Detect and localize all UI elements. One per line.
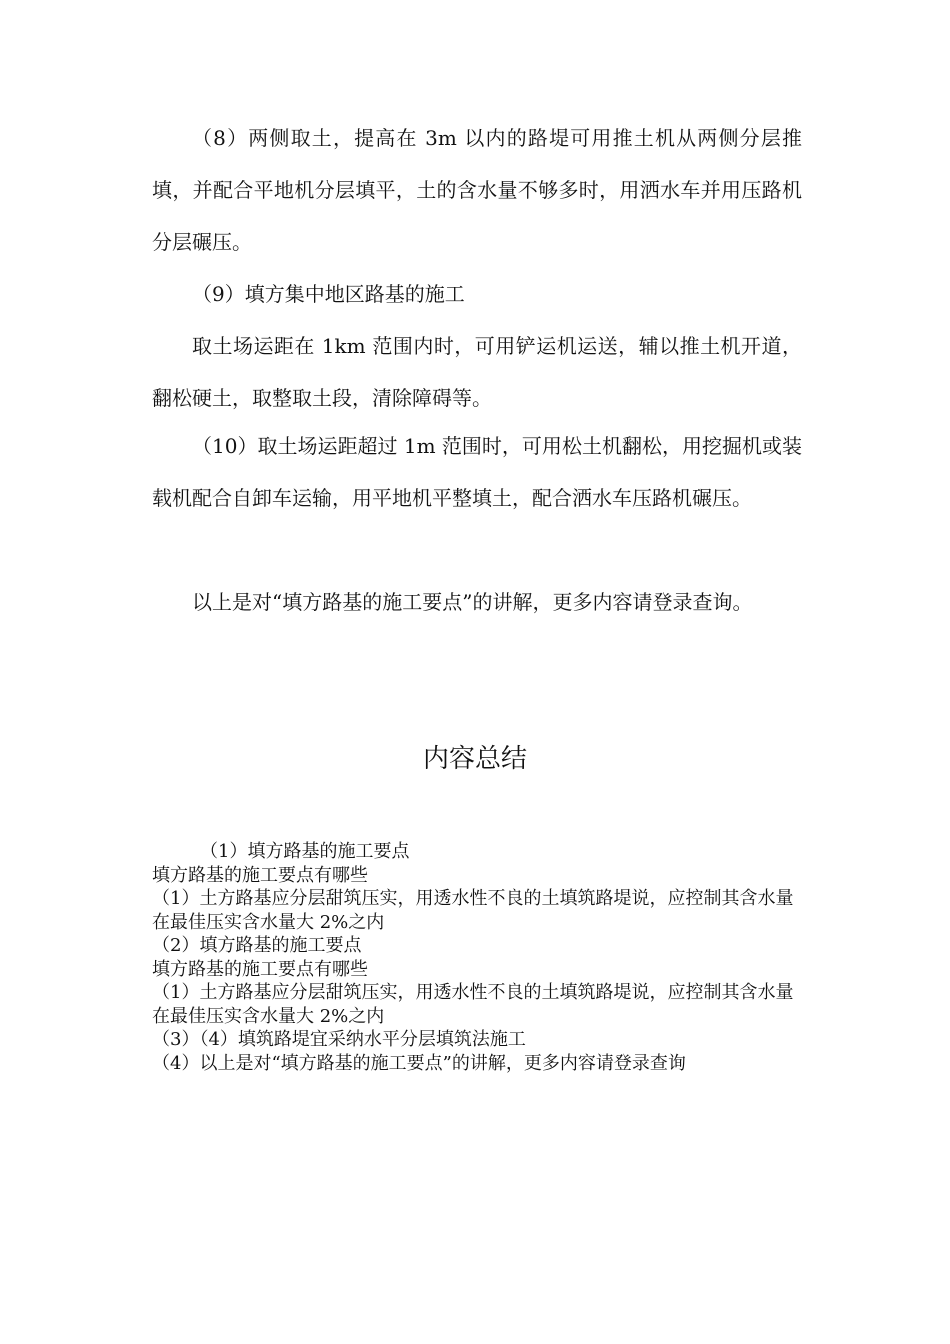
summary-line: 填方路基的施工要点有哪些 xyxy=(152,958,368,980)
paragraph-9: （9）填方集中地区路基的施工 xyxy=(192,282,465,306)
summary-line: （4）以上是对“填方路基的施工要点”的讲解，更多内容请登录查询 xyxy=(152,1052,686,1074)
summary-line: （2）填方路基的施工要点 xyxy=(152,935,362,956)
paragraph-borrow-pit-near: 取土场运距在 1km 范围内时，可用铲运机运送，辅以推土机开道，翻松硬土，取整取土段，清除障碍等。 xyxy=(152,334,802,410)
summary-list xyxy=(152,840,802,1075)
paragraph-closing: 以上是对“填方路基的施工要点”的讲解，更多内容请登录查询。 xyxy=(192,590,753,614)
summary-line: （3）（4）填筑路堤宜采纳水平分层填筑法施工 xyxy=(152,1029,526,1050)
summary-heading: 内容总结 xyxy=(422,744,527,774)
summary-line: 填方路基的施工要点有哪些 xyxy=(152,864,368,886)
summary-line: （1）土方路基应分层甜筑压实，用透水性不良的土填筑路堤说，应控制其含水量在最佳压实含水量大 2%之内 xyxy=(152,982,794,1027)
summary-line: （1）土方路基应分层甜筑压实，用透水性不良的土填筑路堤说，应控制其含水量在最佳压实含水量大 2%之内 xyxy=(152,888,794,933)
paragraph-10: （10）取土场运距超过 1m 范围时，可用松土机翻松，用挖掘机或装载机配合自卸车运输，用平地机平整填土，配合洒水车压路机碾压。 xyxy=(152,434,802,510)
summary-line: （1）填方路基的施工要点 xyxy=(200,841,410,862)
paragraph-8: （8）两侧取土，提高在 3m 以内的路堤可用推土机从两侧分层推填，并配合平地机分层填平，土的含水量不够多时，用洒水车并用压路机分层碾压。 xyxy=(152,126,802,254)
